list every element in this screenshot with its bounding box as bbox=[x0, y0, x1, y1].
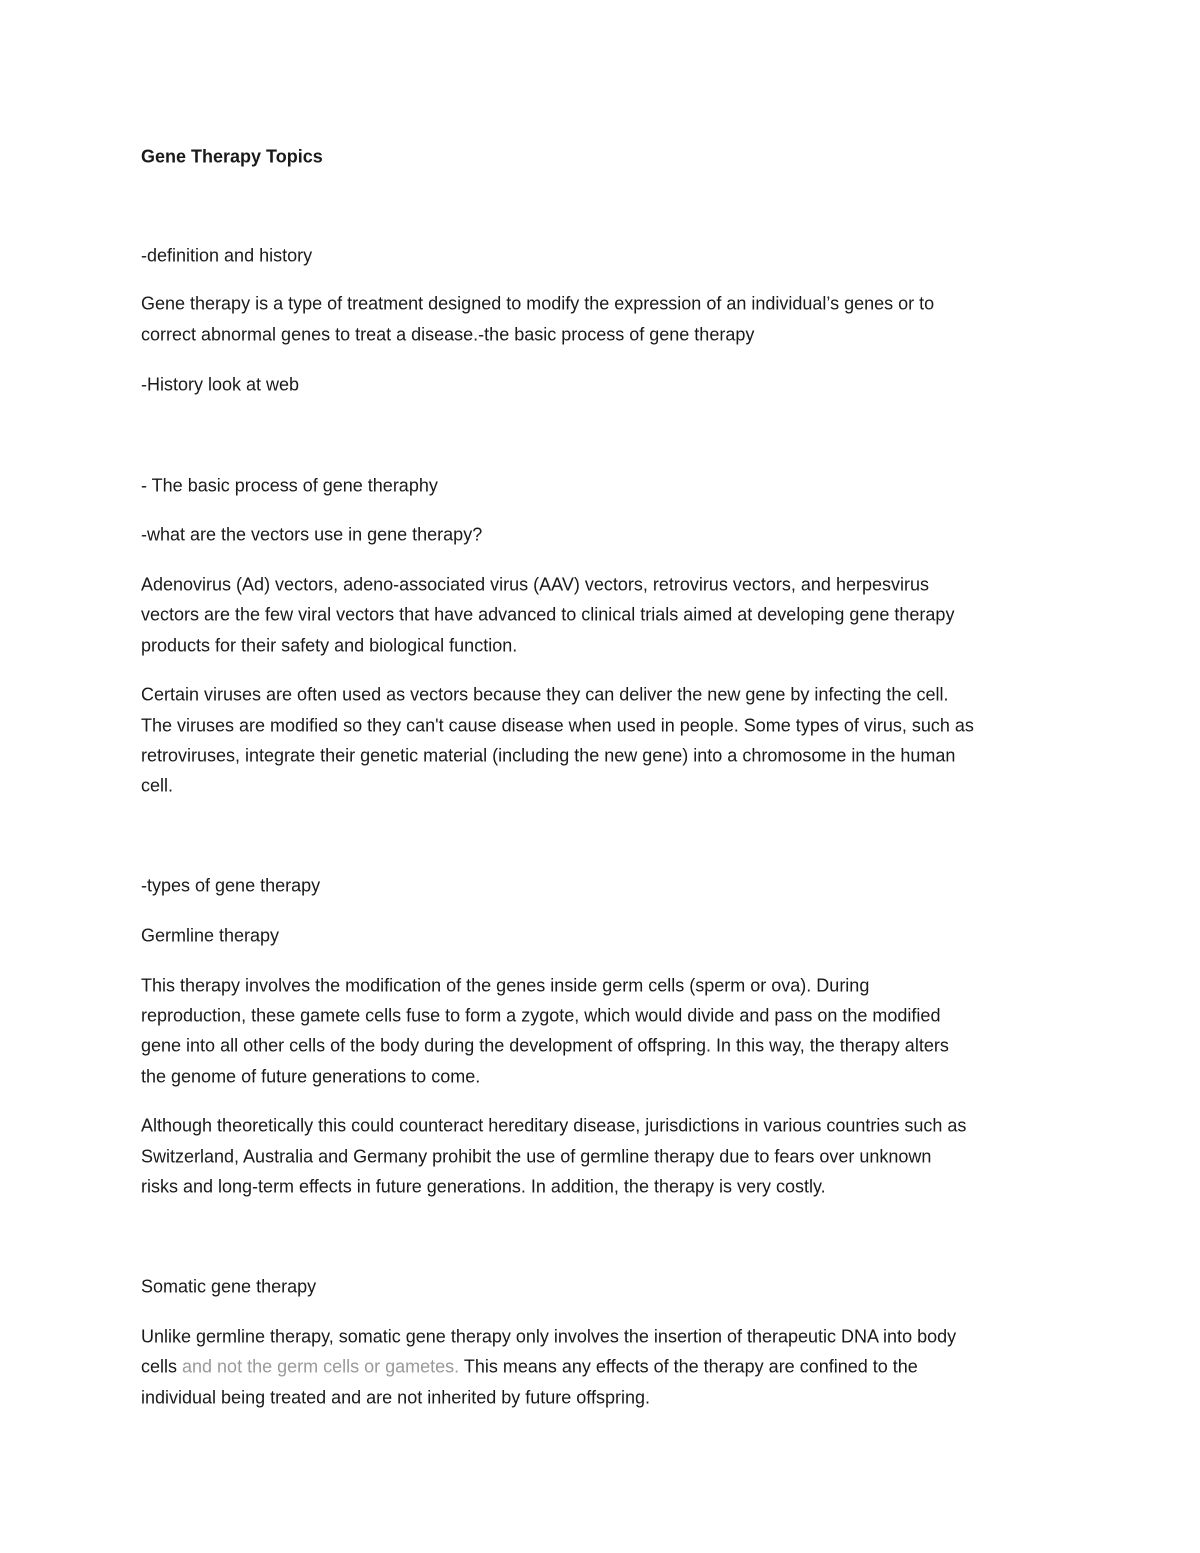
somatic-para-line-2-end: This means any effects of the therapy are confined to the bbox=[459, 1356, 918, 1377]
history-note: -History look at web bbox=[141, 374, 300, 395]
viruses-para-line-4: cell. bbox=[141, 775, 174, 796]
document-title: Gene Therapy Topics bbox=[141, 146, 323, 167]
viruses-para-line-3: retroviruses, integrate their genetic material (including the new gene) into a chromosome in the human bbox=[141, 745, 956, 766]
somatic-para-line-2-start: cells bbox=[141, 1356, 183, 1377]
somatic-para-line-2 bbox=[141, 1352, 918, 1383]
germline-para-line-3: gene into all other cells of the body during the development of offspring. In this way, the therapy alters bbox=[141, 1035, 949, 1056]
germline-para2-line-1: Although theoretically this could counteract hereditary disease, jurisdictions in various countries such as bbox=[141, 1115, 967, 1136]
somatic-para-line-3: individual being treated and are not inherited by future offspring. bbox=[141, 1387, 651, 1408]
somatic-para-muted-text: and not the germ cells or gametes. bbox=[182, 1356, 460, 1377]
germline-para-line-2: reproduction, these gamete cells fuse to form a zygote, which would divide and pass on the modified bbox=[141, 1005, 941, 1026]
germline-heading: Germline therapy bbox=[141, 925, 280, 946]
types-heading: -types of gene therapy bbox=[141, 875, 321, 896]
definition-para-line-2: correct abnormal genes to treat a disease.-the basic process of gene therapy bbox=[141, 324, 755, 345]
germline-para-line-4: the genome of future generations to come. bbox=[141, 1066, 481, 1087]
vectors-para-line-2: vectors are the few viral vectors that have advanced to clinical trials aimed at developing gene therapy bbox=[141, 604, 955, 625]
vectors-para-line-3: products for their safety and biological function. bbox=[141, 635, 518, 656]
germline-para-line-1: This therapy involves the modification of the genes inside germ cells (sperm or ova). During bbox=[141, 975, 870, 996]
somatic-heading: Somatic gene therapy bbox=[141, 1276, 317, 1297]
vectors-question: -what are the vectors use in gene therapy? bbox=[141, 524, 483, 545]
definition-para-line-1: Gene therapy is a type of treatment designed to modify the expression of an individual’s genes or to bbox=[141, 293, 935, 314]
vectors-para-line-1: Adenovirus (Ad) vectors, adeno-associated virus (AAV) vectors, retrovirus vectors, and herpesvirus bbox=[141, 574, 929, 595]
germline-para2-line-2: Switzerland, Australia and Germany prohibit the use of germline therapy due to fears over unknown bbox=[141, 1146, 932, 1167]
somatic-para-line-1: Unlike germline therapy, somatic gene therapy only involves the insertion of therapeutic DNA into body bbox=[141, 1326, 957, 1347]
viruses-para-line-1: Certain viruses are often used as vectors because they can deliver the new gene by infecting the cell. bbox=[141, 684, 949, 705]
definition-heading: -definition and history bbox=[141, 245, 313, 266]
viruses-para-line-2: The viruses are modified so they can't cause disease when used in people. Some types of virus, such as bbox=[141, 715, 974, 736]
basic-process-heading: - The basic process of gene theraphy bbox=[141, 475, 438, 496]
germline-para2-line-3: risks and long-term effects in future generations. In addition, the therapy is very costly. bbox=[141, 1176, 826, 1197]
